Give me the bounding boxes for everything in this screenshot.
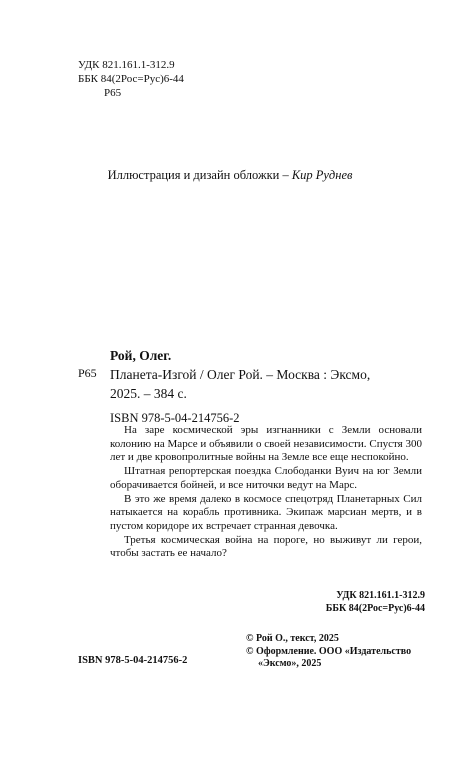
title-line-2: 2025. – 384 с. (110, 386, 187, 401)
udk-code: УДК 821.161.1-312.9 (78, 59, 175, 71)
illustration-label: Иллюстрация и дизайн обложки – (107, 168, 289, 182)
copyright-text: © Рой О., текст, 2025 (246, 633, 339, 644)
author-name: Рой, Олег. (110, 348, 172, 363)
author-mark: Р65 (104, 87, 122, 99)
illustrator-name: Кир Руднев (291, 168, 353, 182)
annotation-paragraph: На заре космической эры изгнанники с Земли основали колонию на Марсе и объявили о своей независимости. Спустя 300 лет и две кровопролитные войны на Земле все еще неспокойно. (110, 424, 422, 464)
annotation (110, 424, 422, 561)
copyright-publisher: «Эксмо», 2025 (258, 658, 322, 670)
copyright-block (246, 633, 426, 671)
side-author-mark: Р65 (78, 366, 97, 380)
illustration-credit (0, 168, 460, 183)
bottom-udk-code: УДК 821.161.1-312.9 (336, 590, 425, 601)
annotation-paragraph: Штатная репортерская поездка Слободанки Вуич на юг Земли оборачивается бойней, и все ниточки ведут на Марс. (110, 465, 422, 491)
classification-codes (78, 58, 184, 100)
title-line-1: Планета-Изгой / Олег Рой. – Москва : Эксмо, (110, 367, 371, 382)
copyright-design: © Оформление. ООО «Издательство (246, 645, 412, 657)
annotation-paragraph: В это же время далеко в космосе спецотряд Планетарных Сил натыкается на корабль противника. Экипаж марсиан мертв, и в пустом коридоре их встречает странная девочка. (110, 492, 422, 532)
bibliographic-record (110, 347, 426, 426)
record-isbn: ISBN 978-5-04-214756-2 (110, 411, 240, 425)
bbk-code: ББК 84(2Рос=Рус)6-44 (78, 73, 184, 85)
bottom-bbk-code: ББК 84(2Рос=Рус)6-44 (325, 603, 425, 614)
bottom-isbn: ISBN 978-5-04-214756-2 (78, 655, 188, 666)
annotation-paragraph: Третья космическая война на пороге, но выживут ли герои, чтобы застать ее начало? (110, 533, 422, 560)
bottom-classification-codes (283, 589, 425, 615)
